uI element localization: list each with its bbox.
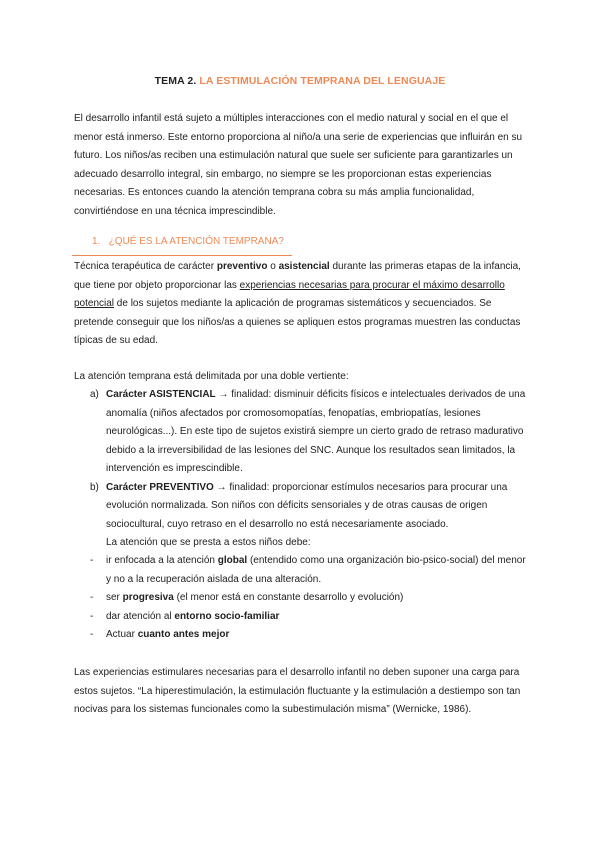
section-number: 1.	[92, 236, 101, 247]
item-b-label: Carácter PREVENTIVO	[106, 481, 214, 493]
delimitation-paragraph: La atención temprana está delimitada por una doble vertiente:	[74, 371, 349, 382]
list-item	[74, 552, 532, 589]
title-main: LA ESTIMULACIÓN TEMPRANA DEL LENGUAJE	[199, 75, 446, 87]
list-marker: a)	[90, 389, 99, 400]
dash-bold: cuanto antes mejor	[137, 629, 230, 640]
list-item	[74, 626, 532, 645]
title-prefix: TEMA 2.	[154, 75, 197, 87]
dash-text: dar atención al	[106, 610, 175, 622]
dash-bold: entorno socio-familiar	[174, 610, 280, 622]
item-a-label: Carácter ASISTENCIAL	[106, 389, 216, 400]
def-text: Técnica terapéutica de carácter	[74, 261, 217, 272]
dash-text: ser	[106, 592, 123, 603]
section-heading	[92, 236, 284, 247]
document-title	[0, 75, 600, 87]
item-a-text: → finalidad: disminuir déficits físicos e intelectuales derivados de una anomalía (niños afectados por cromosomopatías, fenopatías, embriopatías, lesiones neurológicas...). En este tipo de sujetos existirá siempre un cierto grado de retraso madurativo debido a la irreversibilidad de las lesiones del SNC. Aunque los resultados sean limitados, la intervención es imprescindible.	[106, 389, 526, 474]
dash-marker: -	[90, 629, 94, 640]
dash-text: (entendido como una organización bio-psico-social) del menor y no a la recuperación aislada de una alteración.	[106, 555, 526, 585]
section-heading-underline	[72, 255, 292, 256]
intro-paragraph: El desarrollo infantil está sujeto a múltiples interacciones con el medio natural y social en el que el menor está inmerso. Este entorno proporciona al niño/a una serie de experiencias que influirán en su futuro. Los niños/as reciben una estimulación natural que suele ser suficiente para garantizarles un adecuado desarrollo integral, sin embargo, no siempre se les proporcionan estas experiencias necesarias. Es entonces cuando la atención temprana cobra su más amplia funcionalidad, convirtiéndose en una técnica imprescindible.	[74, 113, 523, 217]
def-bold-preventivo: preventivo	[216, 261, 268, 272]
sub-intro: La atención que se presta a estos niños debe:	[106, 537, 311, 548]
list-item	[74, 608, 532, 627]
dash-text: Actuar	[106, 629, 138, 640]
list-item	[74, 589, 532, 608]
vertientes-list	[74, 386, 532, 553]
list-item-a	[74, 386, 532, 479]
dash-text: ir enfocada a la atención	[106, 555, 218, 566]
list-marker: b)	[90, 481, 99, 493]
dash-bold: global	[217, 555, 248, 566]
def-text: de los sujetos mediante la aplicación de programas sistemáticos y secuenciados. Se pretende conseguir que los niños/as a quienes se apliquen estos programas muestren las conductas típicas de su edad.	[74, 298, 521, 346]
section-heading-text: ¿QUÉ ES LA ATENCIÓN TEMPRANA?	[108, 236, 284, 247]
item-label	[106, 389, 216, 400]
definition-paragraph	[74, 258, 532, 351]
list-item-b	[74, 479, 532, 535]
def-text: durante las primeras etapas de la infancia, que tiene por objeto proporcionar las	[74, 261, 521, 291]
def-text: o	[267, 261, 279, 272]
dash-marker: -	[90, 592, 94, 603]
dash-bold: progresiva	[122, 592, 174, 603]
def-bold-asistencial: asistencial	[278, 261, 330, 272]
dash-marker: -	[90, 555, 94, 566]
item-b-text: → finalidad: proporcionar estímulos necesarios para procurar una evolución normalizada. Son niños con déficits sensoriales y de otras causas de origen sociocultural, cuyo retraso en el desarrollo no está necesariamente asociado.	[106, 481, 508, 530]
dash-list	[74, 552, 532, 645]
dash-text: (el menor está en constante desarrollo y evolución)	[173, 592, 404, 603]
def-underlined: experiencias necesarias para procurar el máximo desarrollo potencial	[74, 279, 505, 309]
closing-paragraph: Las experiencias estimulares necesarias para el desarrollo infantil no deben suponer una carga para estos sujetos. “La hiperestimulación, la estimulación fluctuante y la estimulación a destiempo son tan nocivas para los sistemas funcionales como la subestimulación misma” (Wernicke, 1986).	[74, 667, 521, 715]
dash-marker: -	[90, 610, 94, 622]
